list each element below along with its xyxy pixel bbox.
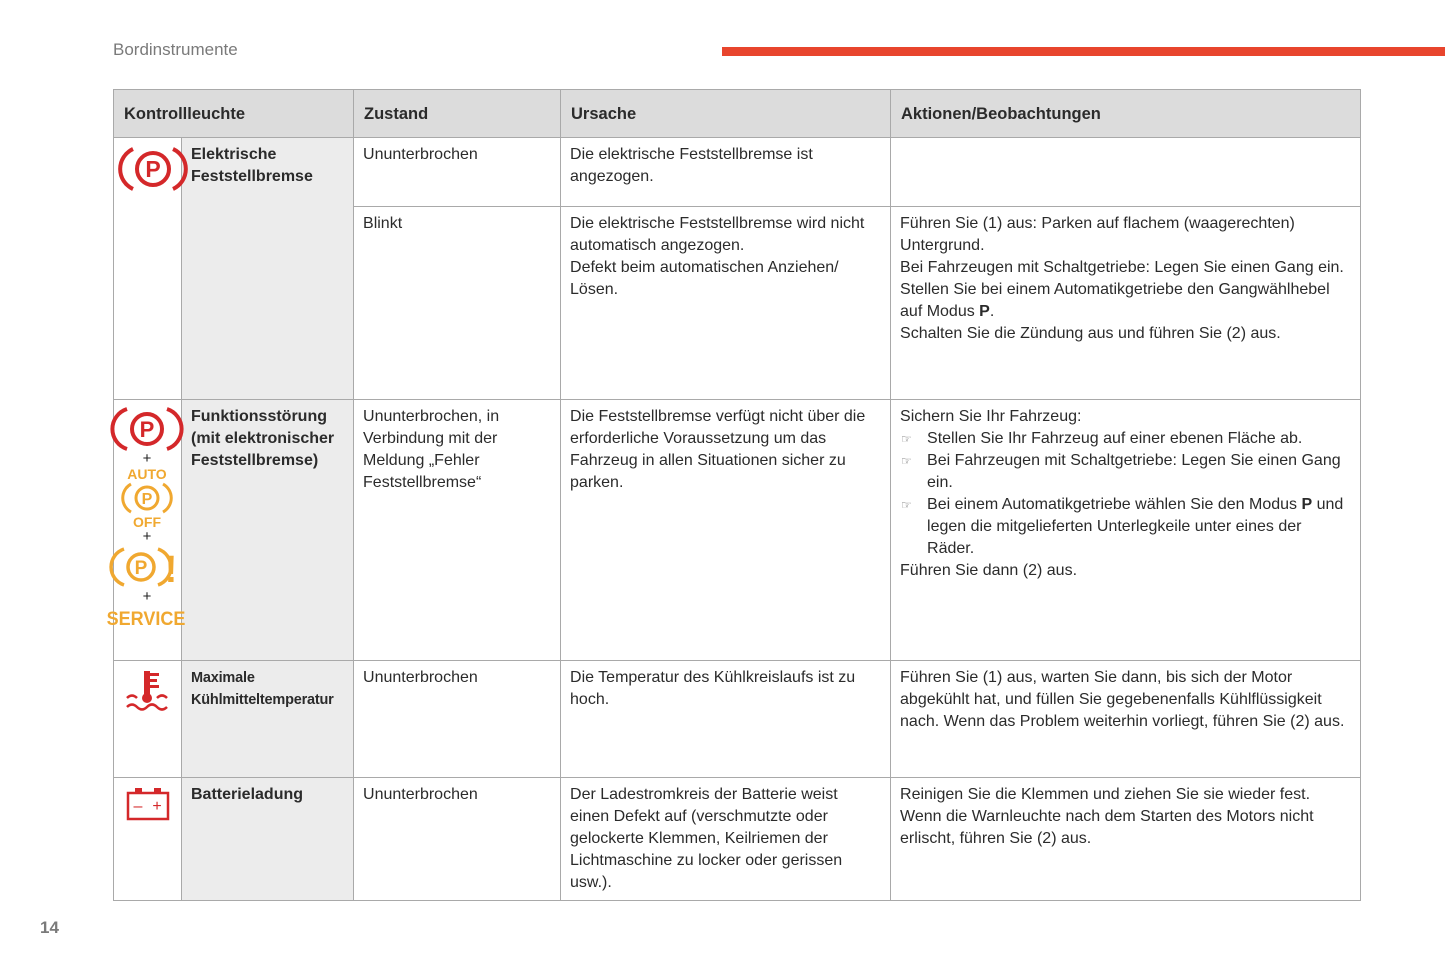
svg-text:SERVICE: SERVICE [106, 608, 186, 631]
ursache-line: Defekt beim automatischen Anziehen/ Lösen. [570, 259, 839, 298]
svg-text:P: P [139, 417, 155, 442]
ursache-cell: Der Ladestromkreis der Batterie weist einen Defekt auf (verschmutzte oder gelockerte Klemmen, Keilriemen der Lichtmaschine zu locker oder gerissen usw.). [561, 778, 891, 901]
aktionen-line: Führen Sie dann (2) aus. [900, 562, 1078, 579]
coolant-temperature-icon [123, 667, 173, 717]
table-row [114, 400, 1361, 661]
table-row [114, 661, 1361, 778]
aktionen-cell [891, 207, 1361, 400]
aktionen-cell: Führen Sie (1) aus, warten Sie dann, bis sich der Motor abgekühlt hat, und füllen Sie gegebenenfalls Kühlflüssigkeit nach. Wenn das Problem weiterhin vorliegt, führen Sie (2) aus. [891, 661, 1361, 778]
section-title: Bordinstrumente [113, 40, 238, 59]
battery-icon [123, 784, 173, 824]
pointing-hand-icon: ☞ [901, 454, 912, 468]
aktionen-line: Sichern Sie Ihr Fahrzeug: [900, 408, 1082, 425]
zustand-cell: Ununterbrochen [354, 661, 561, 778]
aktionen-line: Bei Fahrzeugen mit Schaltgetriebe: Legen Sie einen Gang ein. [900, 259, 1344, 276]
column-header-ursache: Ursache [561, 90, 891, 138]
aktionen-cell: Reinigen Sie die Klemmen und ziehen Sie sie wieder fest. Wenn die Warnleuchte nach dem Starten des Motors nicht erlischt, führen Sie (2) aus. [891, 778, 1361, 901]
pointing-hand-icon: ☞ [901, 498, 912, 512]
aktionen-bullet-list [900, 428, 1350, 560]
warning-light-name: Batterieladung [182, 778, 354, 901]
ursache-cell: Die Temperatur des Kühlkreislaufs ist zu hoch. [561, 661, 891, 778]
pointing-hand-icon: ☞ [901, 432, 912, 446]
svg-text:P: P [145, 156, 161, 182]
column-header-zustand: Zustand [354, 90, 561, 138]
aktionen-cell [891, 400, 1361, 661]
ursache-line: Die elektrische Feststellbremse wird nicht automatisch angezogen. [570, 215, 865, 254]
list-item: ☞ Bei Fahrzeugen mit Schaltgetriebe: Legen Sie einen Gang ein. [901, 452, 1341, 491]
parking-brake-fault-amber-icon [114, 544, 180, 590]
service-icon [106, 604, 186, 631]
zustand-cell: Ununterbrochen [354, 138, 561, 207]
ursache-cell: Die elektrische Feststellbremse ist angezogen. [561, 138, 891, 207]
aktionen-line: Führen Sie (1) aus: Parken auf flachem (waagerechten) Untergrund. [900, 215, 1295, 254]
zustand-cell: Blinkt [354, 207, 561, 400]
parking-brake-red-icon [123, 144, 183, 194]
list-item: ☞ Stellen Sie Ihr Fahrzeug auf einer ebenen Fläche ab. [900, 428, 1350, 450]
icon-cell [114, 778, 182, 901]
column-header-kontrollleuchte: Kontrollleuchte [114, 90, 354, 138]
list-item: ☞ Bei einem Automatikgetriebe wählen Sie den Modus P und legen die mitgelieferten Unterlegkeile unter eines der Räder. [901, 496, 1344, 557]
ursache-cell: Die Feststellbremse verfügt nicht über die erforderliche Voraussetzung um das Fahrzeug in allen Situationen sicher zu parken. [561, 400, 891, 661]
svg-text:P: P [141, 491, 153, 508]
zustand-cell: Ununterbrochen, in Verbindung mit der Meldung „Fehler Feststellbremse“ [354, 400, 561, 661]
table-header-row [114, 90, 1361, 138]
aktionen-line: Schalten Sie die Zündung aus und führen Sie (2) aus. [900, 325, 1281, 342]
column-header-aktionen: Aktionen/Beobachtungen [891, 90, 1361, 138]
icon-cell [114, 661, 182, 778]
icon-cell [106, 400, 186, 661]
header-accent-bar [722, 47, 1445, 56]
plus-sign: + [142, 588, 152, 605]
warning-light-name: Maximale Kühlmitteltemperatur [182, 661, 354, 778]
zustand-cell: Ununterbrochen [354, 778, 561, 901]
svg-text:OFF: OFF [133, 514, 161, 530]
warning-light-name: Elektrische Feststellbremse [182, 138, 354, 400]
aktionen-cell [891, 138, 1361, 207]
warning-lights-table [106, 89, 1361, 901]
svg-text:!: ! [164, 549, 178, 591]
aktionen-line: Stellen Sie bei einem Automatikgetriebe den Gangwählhebel auf Modus P. [900, 281, 1330, 320]
auto-park-off-icon [117, 466, 177, 530]
svg-text:–: – [133, 798, 143, 815]
icon-cell [114, 138, 182, 400]
plus-sign: + [142, 528, 152, 545]
svg-text:+: + [152, 798, 162, 815]
page-number: 14 [40, 918, 59, 937]
table-row [114, 778, 1361, 901]
ursache-cell [561, 207, 891, 400]
svg-text:AUTO: AUTO [127, 466, 167, 482]
table-row [114, 138, 1361, 207]
warning-light-name: Funktionsstörung (mit elektronischer Feststellbremse) [182, 400, 354, 661]
svg-text:P: P [134, 558, 148, 579]
parking-brake-red-icon [117, 406, 177, 452]
plus-sign: + [142, 450, 152, 467]
